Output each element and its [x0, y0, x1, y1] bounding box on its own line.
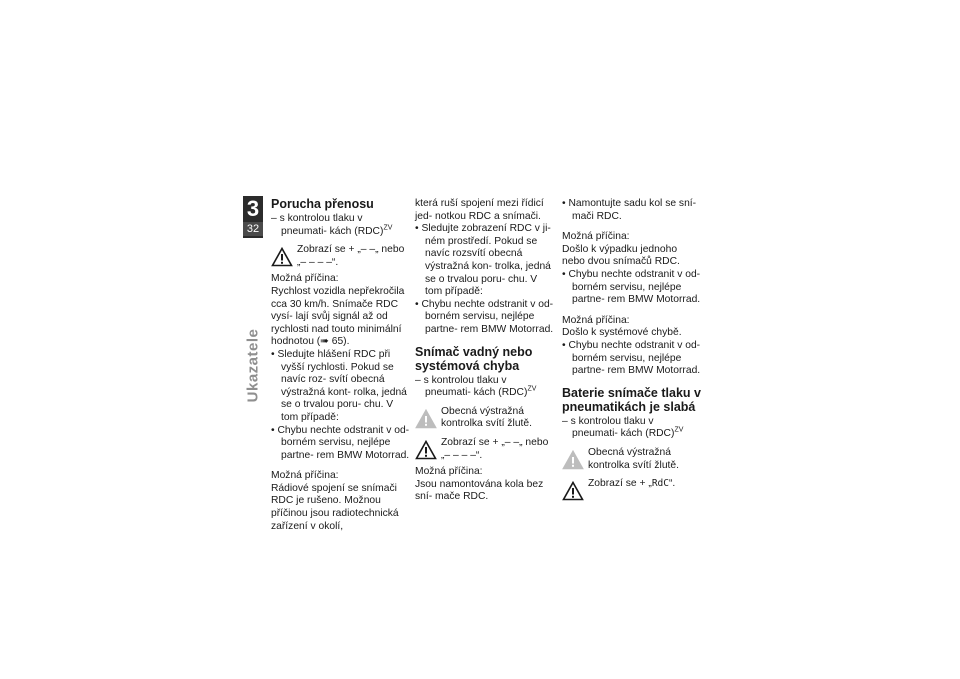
- side-label-text: Ukazatele: [244, 328, 262, 402]
- general-warning-light-icon: [415, 409, 437, 429]
- cause-label: Možná příčina:: [415, 466, 483, 478]
- column-3: [562, 198, 702, 505]
- cause-text: Rychlost vozidla nepřekročila cca 30 km/h. Snímače RDC vysí- lají svůj signál až od rychlosti nad touto minimální hodnotou (➠ 65).: [271, 285, 405, 348]
- list-item: • Sledujte hlášení RDC při vyšší rychlosti. Pokud se navíc roz- svítí obecná výstražná kont- rolka, jedná se o trvalou poru- chu. V tom případě:: [271, 349, 411, 425]
- heading-battery-low: Baterie snímače tlaku v pneumatikách je slabá: [562, 385, 701, 414]
- option-sup: ZV: [383, 224, 393, 232]
- side-section-label: [243, 328, 263, 402]
- rdc-option-line: – s kontrolou tlaku v pneumati- kách (RDC)$^{ZV}$: [271, 213, 411, 238]
- warning-note: [415, 437, 555, 462]
- option-sup: ZV: [527, 385, 537, 393]
- page-number: 32: [243, 222, 263, 236]
- general-warning-note: [415, 406, 555, 431]
- warning-triangle-icon: [562, 481, 584, 501]
- list-item: • Chybu nechte odstranit v od- borném servisu, nejlépe partne- rem BMW Motorrad.: [562, 340, 702, 378]
- list-item: • Chybu nechte odstranit v od- borném servisu, nejlépe partne- rem BMW Motorrad.: [415, 299, 555, 337]
- chapter-number: 3: [246, 196, 260, 221]
- cause-text: Došlo k výpadku jednoho nebo dvou snímačů RDC.: [562, 243, 680, 268]
- cause-label: Možná příčina:: [562, 314, 630, 326]
- rdc-option-line: – s kontrolou tlaku v pneumati- kách (RDC)$^{ZV}$: [415, 375, 555, 400]
- cause-label: Možná příčina:: [562, 231, 630, 243]
- general-warning-note: [562, 447, 702, 472]
- cause-label: Možná příčina:: [271, 470, 339, 482]
- chapter-tab: [243, 196, 263, 238]
- list-item: • Chybu nechte odstranit v od- borném servisu, nejlépe partne- rem BMW Motorrad.: [271, 425, 411, 463]
- list-item: • Namontujte sadu kol se sní- mači RDC.: [562, 198, 702, 223]
- heading-transmission-fault: Porucha přenosu: [271, 197, 374, 211]
- cause-label: Možná příčina:: [271, 273, 339, 285]
- cause-text: Jsou namontována kola bez sní- mače RDC.: [415, 478, 544, 503]
- general-warning-light-icon: [562, 450, 584, 470]
- warning-text: Obecná výstražná kontrolka svítí žlutě.: [588, 446, 679, 471]
- cause-text: Došlo k systémové chybě.: [562, 327, 682, 339]
- warning-triangle-icon: [415, 440, 437, 460]
- heading-sensor-fault: Snímač vadný nebo systémová chyba: [415, 344, 533, 373]
- option-sup: ZV: [674, 426, 684, 434]
- warning-text: Zobrazí se + „RdC“.: [588, 478, 676, 490]
- column-1: [271, 197, 411, 533]
- warning-note: [271, 244, 411, 269]
- warning-note: [562, 478, 702, 501]
- cause-text: Rádiové spojení se snímači RDC je rušeno. Možnou příčinou jsou radiotechnická zařízení v okolí,: [271, 482, 399, 532]
- warning-text: Zobrazí se + „– –„ nebo „– – – –“.: [297, 244, 405, 268]
- warning-text: Obecná výstražná kontrolka svítí žlutě.: [441, 405, 532, 430]
- continued-text: která ruší spojení mezi řídicí jed- notkou RDC a snímači.: [415, 198, 544, 222]
- column-2: [415, 198, 555, 504]
- list-item: • Chybu nechte odstranit v od- borném servisu, nejlépe partne- rem BMW Motorrad.: [562, 269, 702, 307]
- warning-triangle-icon: [271, 247, 293, 267]
- rdc-display-code: RdC: [651, 478, 669, 490]
- rdc-option-line: – s kontrolou tlaku v pneumati- kách (RDC)$^{ZV}$: [562, 416, 702, 441]
- list-item: • Sledujte zobrazení RDC v ji- ném prostředí. Pokud se navíc rozsvítí obecná výstražná kon- trolka, jedná se o trvalou poru- chu. V tom případě:: [415, 223, 555, 299]
- warning-text: Zobrazí se + „– –„ nebo „– – – –“.: [441, 436, 549, 461]
